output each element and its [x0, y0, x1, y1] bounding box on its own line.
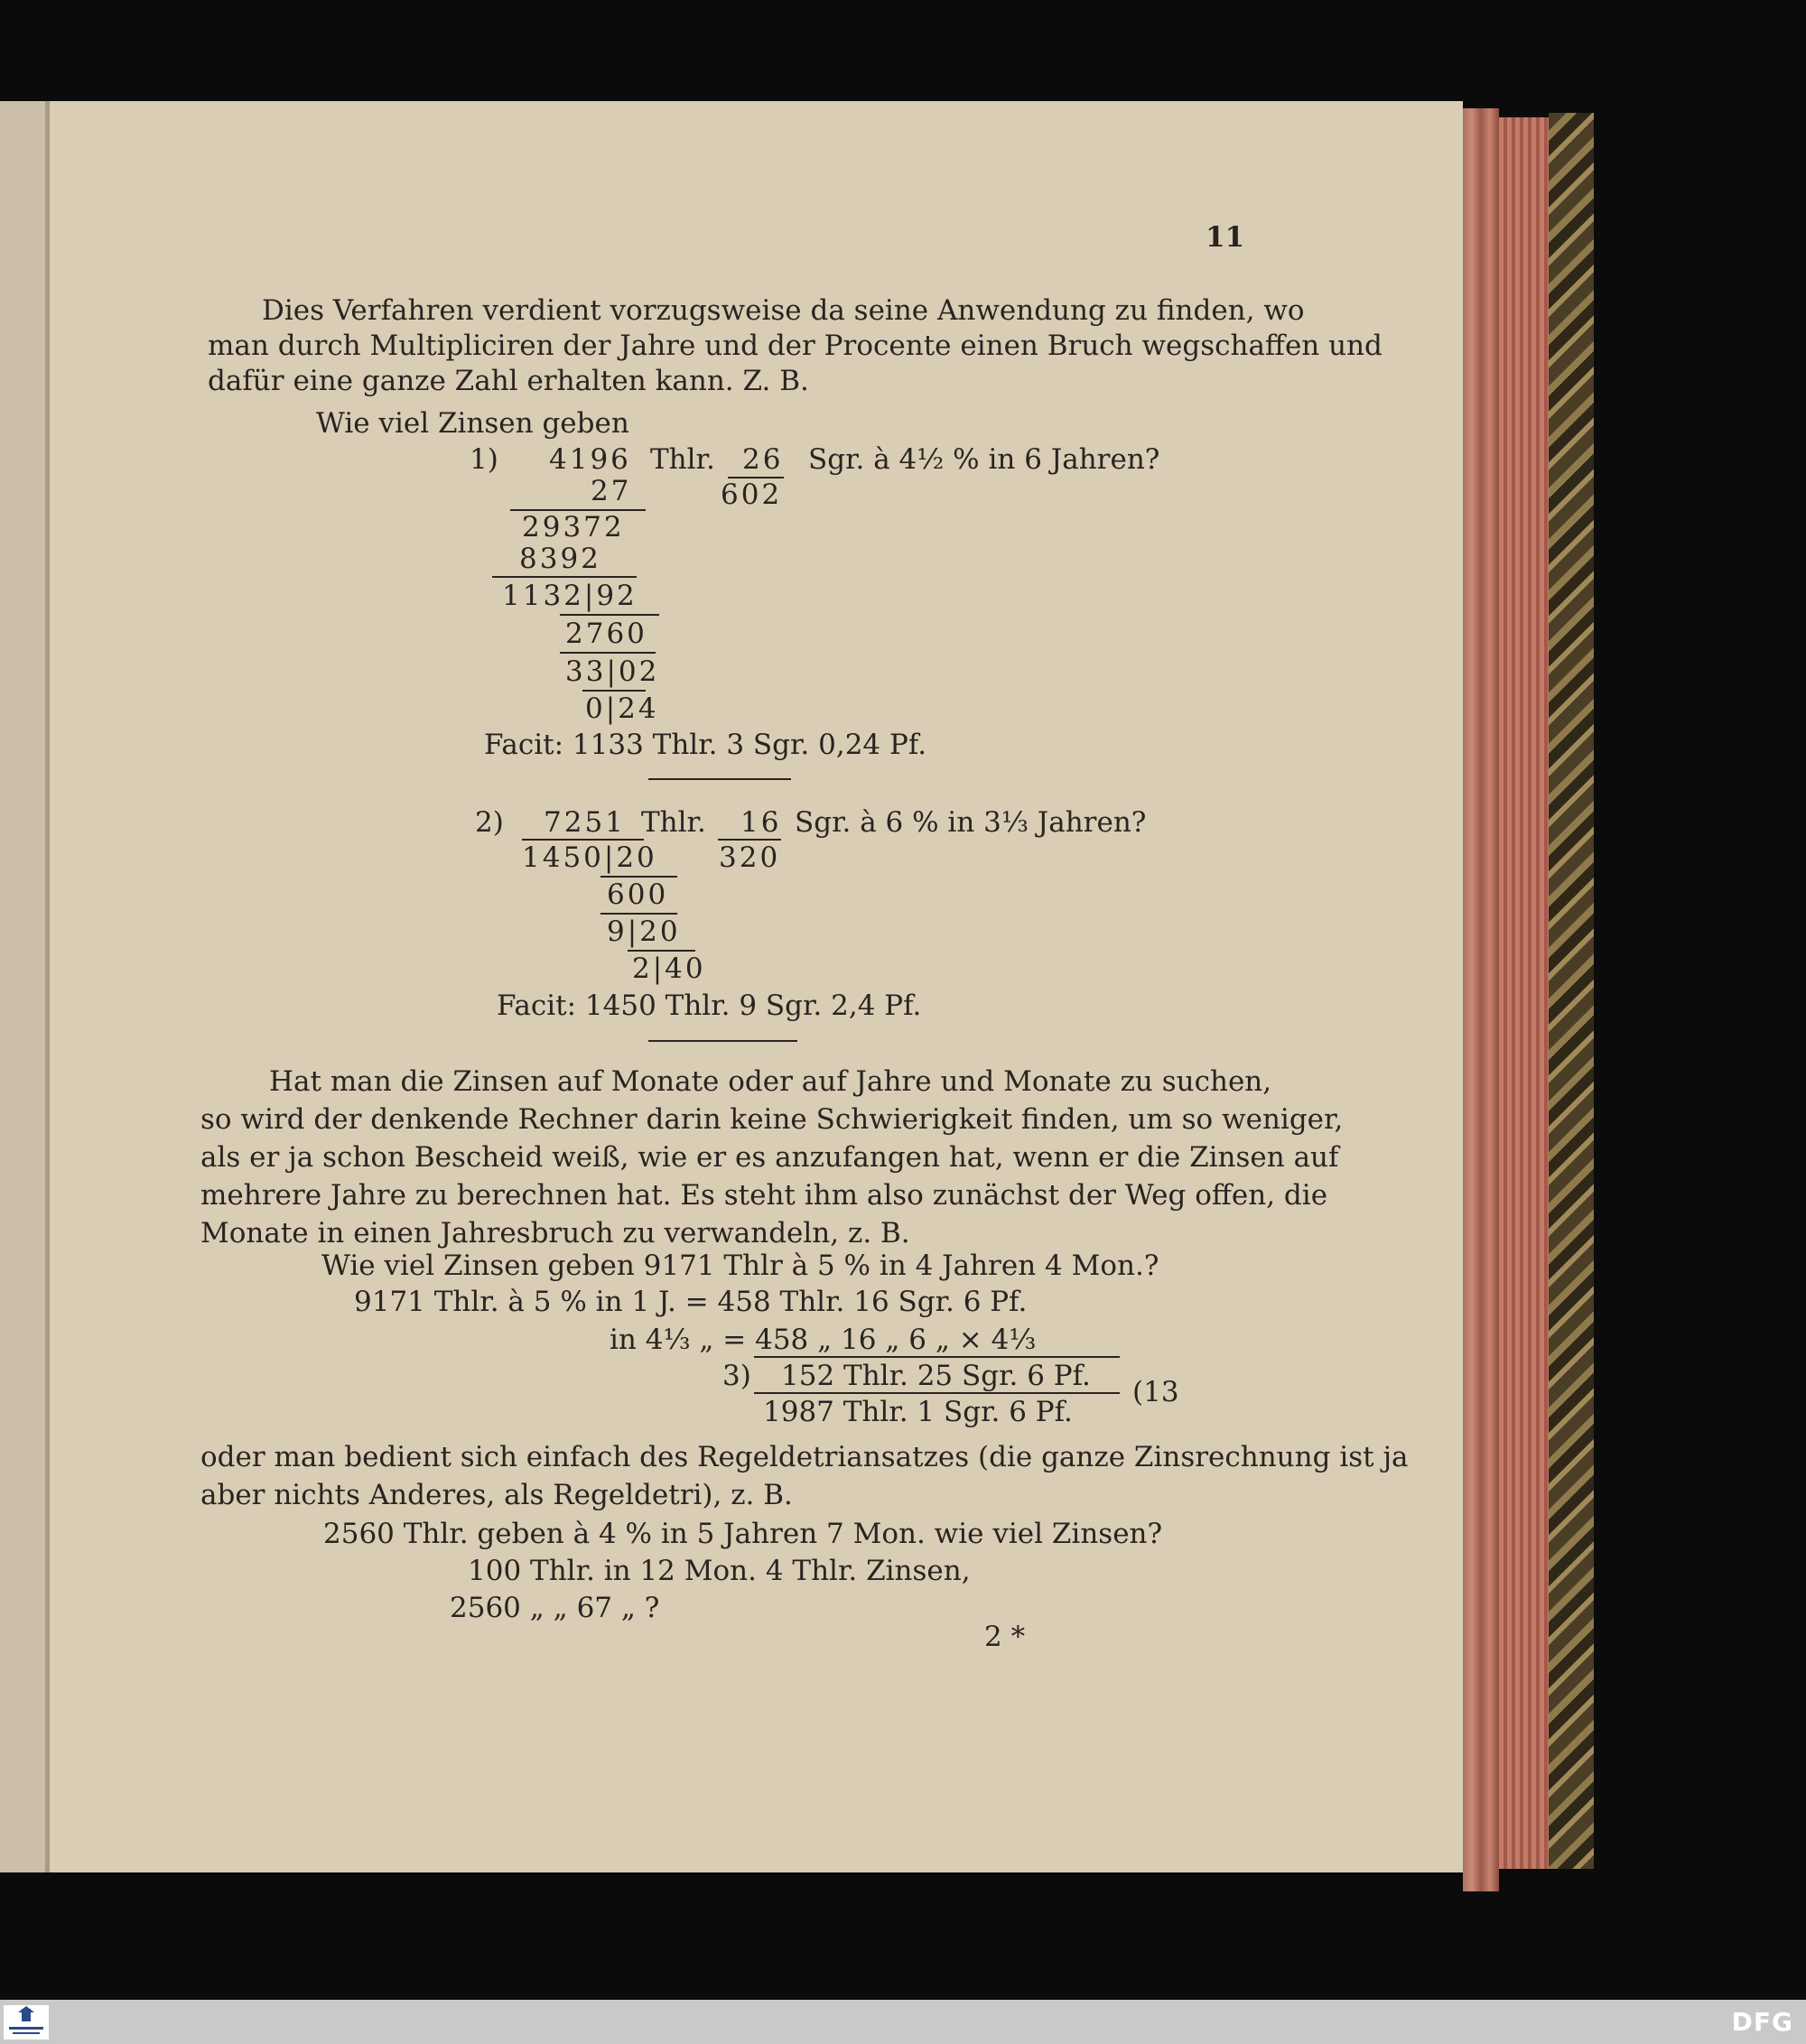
example1-rule3 — [560, 614, 659, 616]
example1-row2: 8392 — [519, 543, 601, 575]
dfg-logo: DFG — [1731, 2007, 1793, 2037]
example1-row4: 2760 — [565, 618, 647, 650]
example3-rule1 — [754, 1356, 1120, 1358]
example3-line2: in 4⅓ „ = 458 „ 16 „ 6 „ × 4⅓ — [610, 1324, 1037, 1356]
example4-line1: 100 Thlr. in 12 Mon. 4 Thlr. Zinsen, — [468, 1555, 971, 1587]
paragraph2-line3: als er ja schon Bescheid weiß, wie er es anzufangen hat, wenn er die Zinsen auf — [200, 1141, 1339, 1174]
example4-question: 2560 Thlr. geben à 4 % in 5 Jahren 7 Mon. wie viel Zinsen? — [323, 1518, 1163, 1550]
example2-row1: 1450|20 — [522, 841, 657, 874]
example3-line4: 1987 Thlr. 1 Sgr. 6 Pf. — [763, 1396, 1073, 1428]
example1-rule4 — [560, 652, 656, 654]
left-page-edge — [0, 101, 47, 1872]
example3-line1: 9171 Thlr. à 5 % in 1 J. = 458 Thlr. 16 Sgr. 6 Pf. — [354, 1286, 1028, 1318]
example1-sgr: 26 — [742, 443, 784, 476]
paragraph2-line2: so wird der denkende Rechner darin keine Schwierigkeit finden, um so weniger, — [200, 1103, 1344, 1136]
example1-sgr-product: 602 — [721, 478, 783, 511]
paragraph2-line1: Hat man die Zinsen auf Monate oder auf Jahre und Monate zu suchen, — [269, 1065, 1272, 1098]
example1-row6: 0|24 — [585, 692, 659, 725]
page-number: 11 — [1206, 221, 1245, 254]
example1-facit: Facit: 1133 Thlr. 3 Sgr. 0,24 Pf. — [484, 729, 927, 761]
example2-row4: 2|40 — [632, 952, 706, 985]
separator1 — [648, 778, 791, 780]
example2-amount-rule — [522, 839, 644, 841]
example2-sgr: 16 — [740, 806, 782, 839]
paragraph1-line2: man durch Multipliciren der Jahre und der Procente einen Bruch wegschaffen und — [208, 330, 1382, 362]
example2-sgr-product: 320 — [719, 841, 781, 874]
example2-rule3 — [628, 950, 695, 952]
example1-multiplier: 27 — [591, 475, 632, 507]
example1-currency: Thlr. — [650, 443, 715, 476]
paragraph1-line3: dafür eine ganze Zahl erhalten kann. Z. B. — [208, 365, 809, 397]
example1-rule5 — [582, 690, 646, 692]
example2-currency: Thlr. — [641, 806, 706, 839]
library-logo-icon — [4, 2005, 49, 2039]
paragraph2-line5: Monate in einen Jahresbruch zu verwandeln, z. B. — [200, 1217, 910, 1250]
example3-rule2 — [754, 1392, 1120, 1394]
example1-row3: 1132|92 — [502, 580, 638, 612]
page-stack — [1499, 117, 1549, 1869]
signature-mark: 2 * — [984, 1621, 1026, 1653]
paragraph1-line1: Dies Verfahren verdient vorzugsweise da seine Anwendung zu finden, wo — [262, 294, 1305, 327]
example1-rule2 — [492, 576, 637, 578]
separator2 — [648, 1040, 797, 1042]
example2-row3: 9|20 — [607, 915, 681, 948]
example1-row5: 33|02 — [565, 655, 660, 688]
example2-row2: 600 — [607, 878, 669, 911]
book-edge — [1463, 108, 1499, 1891]
example2-rule2 — [600, 913, 677, 915]
example4-line2: 2560 „ „ 67 „ ? — [450, 1592, 660, 1624]
intro-question: Wie viel Zinsen geben — [316, 407, 629, 440]
example2-rule1 — [600, 876, 677, 878]
example2-sgr-rule — [718, 839, 781, 841]
example3-line3-label: 3) — [722, 1360, 751, 1392]
example3-line3: 152 Thlr. 25 Sgr. 6 Pf. — [781, 1360, 1091, 1392]
example1-number: 1) — [470, 443, 498, 476]
paragraph3-line2: aber nichts Anderes, als Regeldetri), z. B. — [200, 1479, 793, 1511]
viewer-footer — [0, 2000, 1806, 2044]
paragraph2-line4: mehrere Jahre zu berechnen hat. Es steht ihm also zunächst der Weg offen, die — [200, 1179, 1328, 1212]
example3-side-note: (13 — [1132, 1376, 1179, 1408]
example1-amount: 4196 — [549, 443, 631, 476]
example1-rest: Sgr. à 4½ % in 6 Jahren? — [808, 443, 1160, 476]
example2-number: 2) — [475, 806, 504, 839]
example3-question: Wie viel Zinsen geben 9171 Thlr à 5 % in 4 Jahren 4 Mon.? — [321, 1250, 1159, 1282]
marbled-cover — [1549, 113, 1594, 1869]
example2-facit: Facit: 1450 Thlr. 9 Sgr. 2,4 Pf. — [497, 989, 922, 1022]
example2-rest: Sgr. à 6 % in 3⅓ Jahren? — [795, 806, 1147, 839]
example1-row1: 29372 — [522, 511, 625, 544]
example2-amount: 7251 — [544, 806, 626, 839]
paragraph3-line1: oder man bedient sich einfach des Regeldetriansatzes (die ganze Zinsrechnung ist ja — [200, 1441, 1409, 1473]
